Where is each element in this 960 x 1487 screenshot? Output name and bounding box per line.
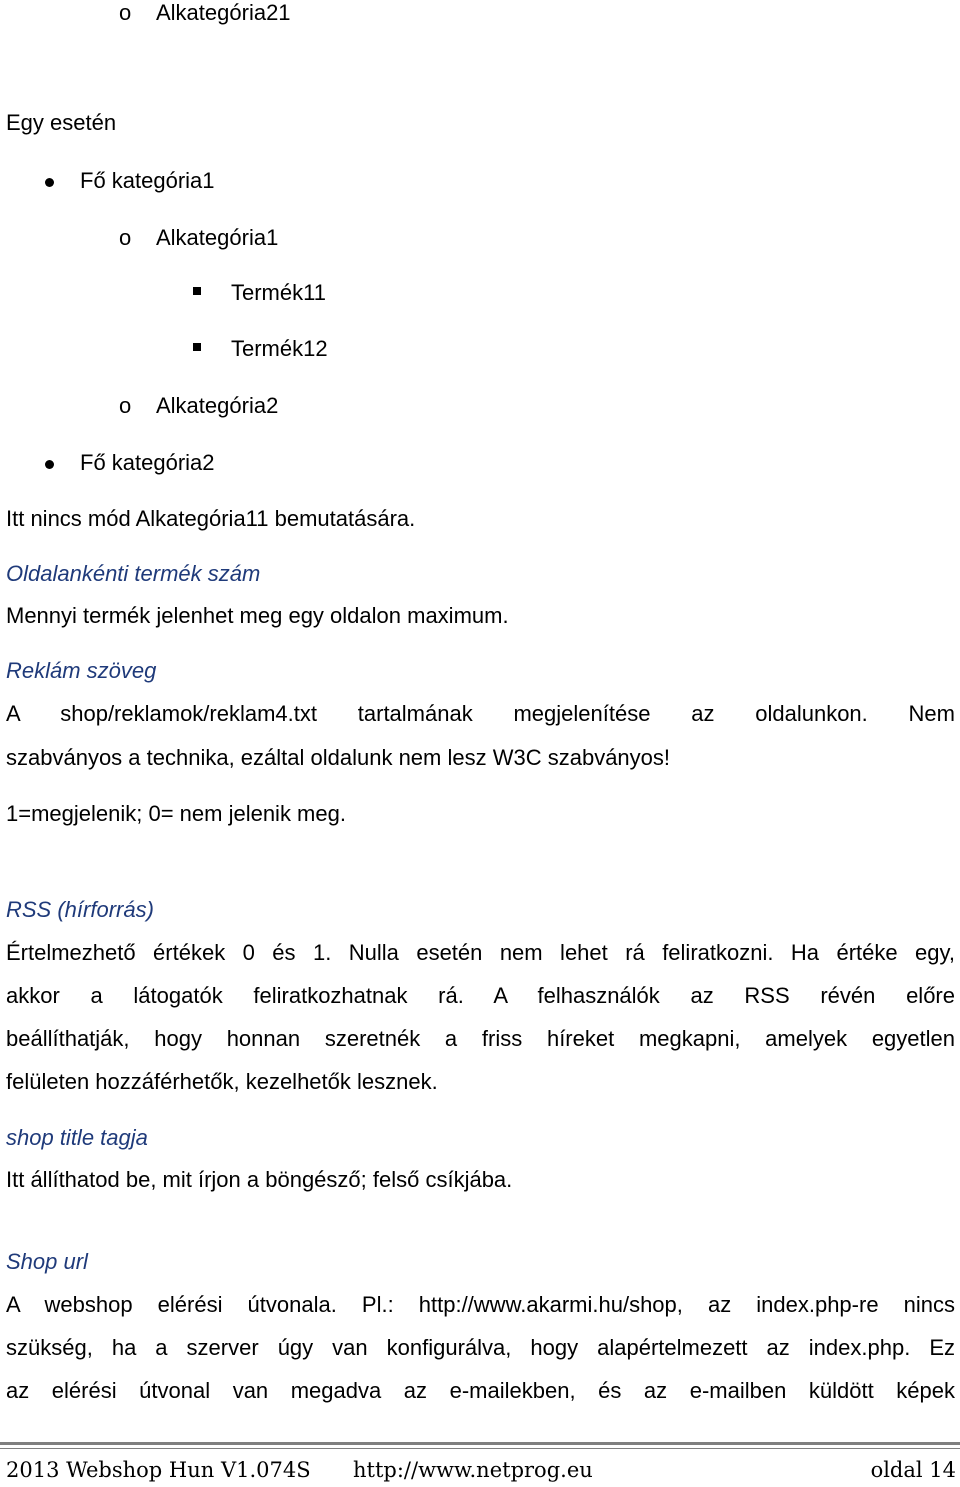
text-itt-nincs: Itt nincs mód Alkategória11 bemutatására.	[6, 506, 416, 531]
list-item-alkategoria21: Alkategória21	[156, 0, 291, 25]
list-item-fo-kategoria2: Fő kategória2	[80, 450, 215, 475]
bullet-dot-icon	[45, 460, 54, 469]
text-rss-line4: felületen hozzáférhetők, kezelhetők lesznek.	[6, 1069, 438, 1094]
section-heading-rss: RSS (hírforrás)	[6, 897, 154, 922]
footer-version: 2013 Webshop Hun V1.074S	[6, 1458, 311, 1482]
square-bullet-icon	[193, 343, 201, 351]
list-item-alkategoria1: Alkategória1	[156, 225, 279, 250]
section-heading-oldalankenti: Oldalankénti termék szám	[6, 561, 261, 586]
text-title-tag: Itt állíthatod be, mit írjon a böngésző; felső csíkjába.	[6, 1167, 513, 1192]
text-reklam-line2: szabványos a technika, ezáltal oldalunk nem lesz W3C szabványos!	[6, 745, 671, 770]
section-heading-reklam: Reklám szöveg	[6, 658, 157, 683]
footer-divider-thin	[0, 1448, 960, 1449]
text-shop-url-line1: A webshop elérési útvonala. Pl.: http://www.akarmi.hu/shop, az index.php-re nincs	[6, 1292, 955, 1317]
section-heading-title-tag: shop title tagja	[6, 1125, 148, 1150]
text-egy-eseten: Egy esetén	[6, 110, 117, 135]
text-shop-url-line3: az elérési útvonal van megadva az e-mailekben, és az e-mailben küldött képek	[6, 1378, 955, 1403]
list-item-fo-kategoria1: Fő kategória1	[80, 168, 215, 193]
footer-page-number: oldal 14	[870, 1458, 956, 1482]
text-rss-line2: akkor a látogatók feliratkozhatnak rá. A felhasználók az RSS révén előre	[6, 983, 955, 1008]
footer-divider	[0, 1442, 960, 1445]
section-heading-shop-url: Shop url	[6, 1249, 88, 1274]
list-item-termek11: Termék11	[231, 280, 326, 305]
text-rss-line1: Értelmezhető értékek 0 és 1. Nulla esetén nem lehet rá feliratkozni. Ha értéke egy,	[6, 940, 955, 965]
sub-bullet-marker: o	[119, 225, 132, 250]
list-item-alkategoria2: Alkategória2	[156, 393, 279, 418]
text-reklam-line1: A shop/reklamok/reklam4.txt tartalmának megjelenítése az oldalunkon. Nem	[6, 701, 955, 726]
text-reklam-line3: 1=megjelenik; 0= nem jelenik meg.	[6, 801, 346, 826]
footer-url: http://www.netprog.eu	[353, 1458, 593, 1482]
list-item-termek12: Termék12	[231, 336, 328, 361]
text-rss-line3: beállíthatják, hogy honnan szeretnék a friss híreket megkapni, amelyek egyetlen	[6, 1026, 955, 1051]
text-shop-url-line2: szükség, ha a szerver úgy van konfigurálva, hogy alapértelmezett az index.php. Ez	[6, 1335, 955, 1360]
bullet-dot-icon	[45, 178, 54, 187]
sub-bullet-marker: o	[119, 0, 132, 25]
text-oldalankenti: Mennyi termék jelenhet meg egy oldalon maximum.	[6, 603, 509, 628]
sub-bullet-marker: o	[119, 393, 132, 418]
square-bullet-icon	[193, 287, 201, 295]
